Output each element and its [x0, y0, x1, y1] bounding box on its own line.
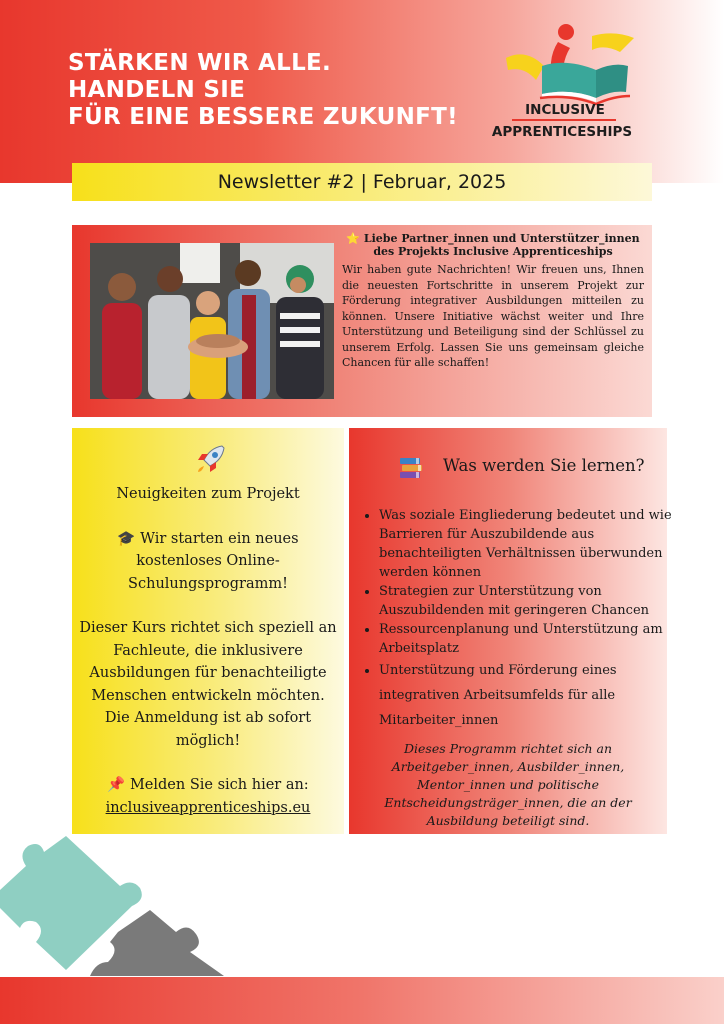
logo-underline	[512, 119, 616, 121]
project-news-title: Neuigkeiten zum Projekt	[116, 486, 300, 502]
learning-topics-list	[361, 506, 679, 733]
list-item: • Ressourcenplanung und Unterstützung am Arbeitsplatz	[379, 620, 679, 658]
books-icon	[397, 454, 425, 482]
intro-heading: ⭐ Liebe Partner_innen und Unterstützer_innen des Projekts Inclusive Apprenticeships	[346, 232, 640, 258]
list-item: • Was soziale Eingliederung bedeutet und wie Barrieren für Auszubildende aus benachteiligten Verhältnissen überwunden werden können	[379, 506, 679, 582]
logo-text-inclusive: INCLUSIVE	[525, 102, 605, 118]
intro-body: Wir haben gute Nachrichten! Wir freuen uns, Ihnen die neuesten Fortschritte in unserem Projekt zur Förderung integrativer Ausbildungen mitteilen zu können. Unsere Initiative wächst weiter und Ihre Unterstützung und Beteiligung sind der Schlüssel zu unserem Erfolg. Lassen Sie uns gemeinsam gleiche Chancen für alle schaffen!	[342, 263, 644, 369]
target-audience-note: Dieses Programm richtet sich an Arbeitgeber_innen, Ausbilder_innen, Mentor_innen und politische Entscheidungsträger_innen, die an der Ausbildung beteiligt sind.	[384, 741, 632, 828]
headline-line-2: HANDELN SIE	[68, 77, 246, 103]
header-banner	[0, 0, 724, 183]
project-news-description: Dieser Kurs richtet sich speziell an Fachleute, die inklusivere Ausbildungen für benachteiligte Menschen entwickeln möchten. Die Anmeldung ist ab sofort möglich!	[79, 620, 337, 749]
list-item: • Unterstützung und Förderung eines integrativen Arbeitsumfelds für alle Mitarbeiter_innen	[379, 658, 679, 733]
puzzle-pieces-icon	[0, 830, 240, 980]
signup-link[interactable]: inclusiveapprenticeships.eu	[105, 799, 311, 816]
rocket-icon	[194, 442, 228, 476]
team-hands-photo	[90, 243, 334, 399]
signup-label: 📌 Melden Sie sich hier an:	[107, 777, 309, 793]
team-photo-illustration	[90, 243, 334, 399]
project-news-announcement: 🎓 Wir starten ein neues kostenloses Online-Schulungsprogramm!	[117, 530, 299, 592]
logo	[476, 18, 656, 148]
newsletter-issue-bar	[72, 163, 652, 201]
headline	[68, 50, 528, 131]
headline-line-1: STÄRKEN WIR ALLE.	[68, 50, 332, 76]
project-news-text	[78, 483, 338, 819]
project-news-panel	[72, 428, 344, 834]
newsletter-issue-label: Newsletter #2 | Februar, 2025	[217, 171, 507, 193]
learning-topics-title: Was werden Sie lernen?	[443, 456, 645, 475]
intro-text-block	[342, 232, 644, 371]
list-item: • Strategien zur Unterstützung von Auszubildenden mit geringeren Chancen	[379, 582, 679, 620]
intro-section	[72, 225, 652, 417]
headline-line-3: FÜR EINE BESSERE ZUKUNFT!	[68, 104, 458, 130]
learning-topics-panel	[349, 428, 672, 834]
logo-text-apprenticeships: APPRENTICESHIPS	[491, 124, 633, 140]
footer-bar	[0, 977, 724, 1024]
